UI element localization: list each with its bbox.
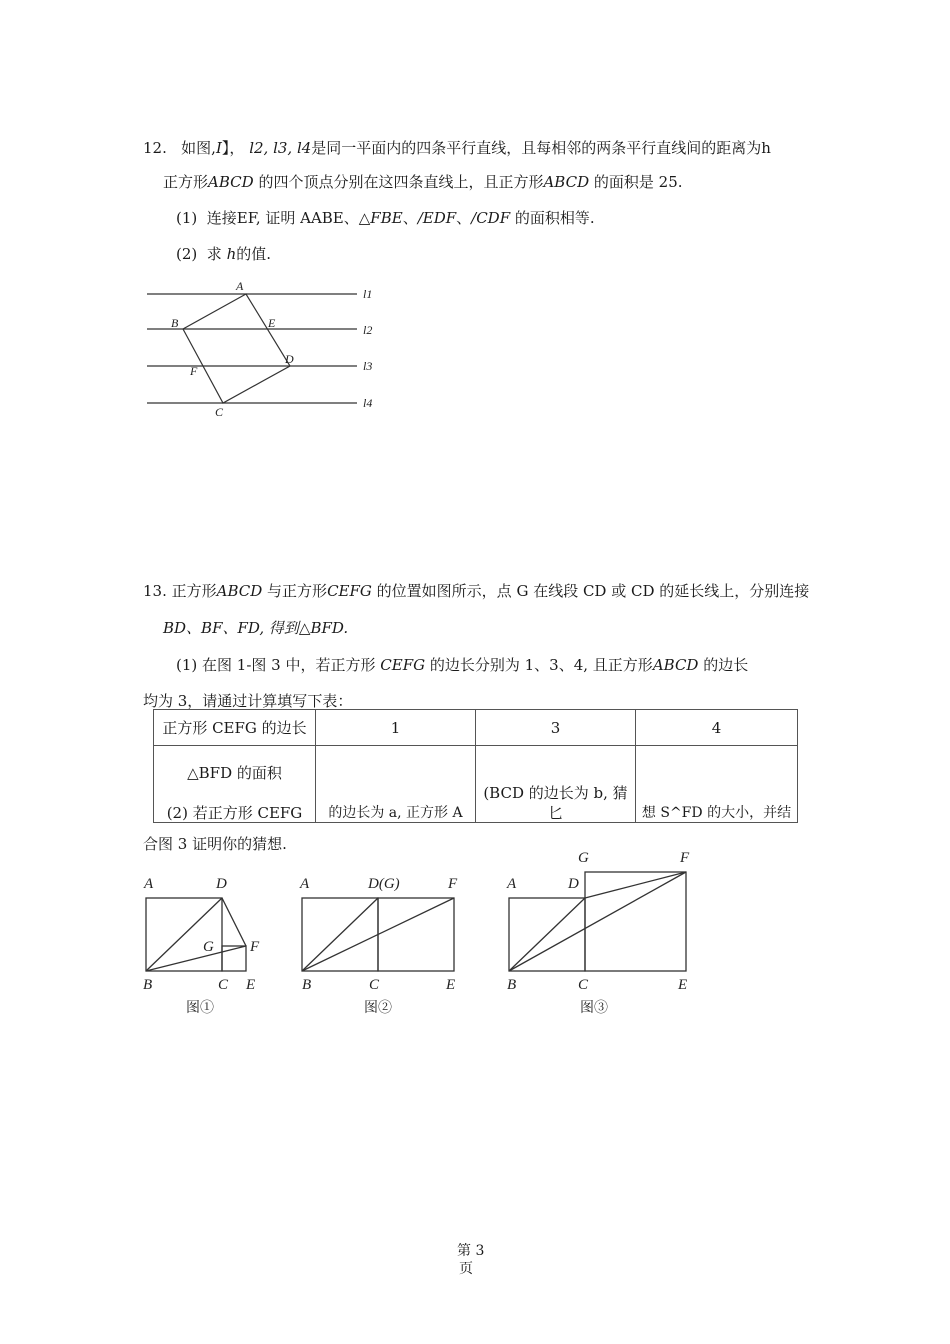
overlap-text-c1: (BCD 的边长为 b, 猜 — [483, 784, 628, 802]
page-number-suffix: 页 — [459, 1261, 473, 1277]
q12-number: 12. — [143, 139, 167, 157]
fig1-caption: 图① — [186, 1001, 214, 1016]
q12-line2: 正方形ABCD 的四个顶点分别在这四条直线上，且正方形ABCD 的面积是 25. — [163, 173, 683, 191]
table-row-label: △BFD 的面积 — [187, 764, 282, 782]
table-cell: 3 — [476, 710, 636, 746]
q12-part1: (1) 连接EF, 证明 AABE、△FBE、/EDF、/CDF 的面积相等. — [176, 209, 595, 227]
label-c: C — [215, 405, 224, 419]
overlap-text-b: 的边长为 a, 正方形 A — [328, 805, 463, 821]
fig1-label-d: D — [216, 876, 227, 892]
table-row — [154, 710, 798, 746]
overlap-text-c2: 匕 — [547, 804, 563, 822]
fig2-label-b: B — [302, 977, 312, 993]
fig2-label-f: F — [448, 876, 458, 892]
fig2-label-dg: D(G) — [368, 876, 400, 892]
fig3-label-e: E — [678, 977, 688, 993]
label-f: F — [190, 364, 198, 378]
fig3-caption: 图③ — [580, 1001, 608, 1016]
fig3-label-c: C — [578, 977, 589, 993]
fig3-label-d: D — [568, 876, 579, 892]
fig3-label-f: F — [680, 850, 690, 866]
q12-figure — [0, 0, 950, 430]
fig3-label-g: G — [578, 850, 589, 866]
q13-figures — [0, 840, 950, 1030]
overlap-text-d: 想 S^FD 的大小，并结 — [641, 805, 792, 821]
label-l3: l3 — [363, 359, 373, 373]
fig3-label-a: A — [507, 876, 517, 892]
overlap-text-a: (2) 若正方形 CEFG — [166, 804, 303, 822]
label-d: D — [285, 352, 294, 366]
fig1-label-a: A — [144, 876, 154, 892]
table-cell: 1 — [316, 710, 476, 746]
label-e: E — [268, 316, 276, 330]
answer-cell-1[interactable] — [316, 746, 476, 823]
q13-line1: 13. 正方形ABCD 与正方形CEFG 的位置如图所示，点 G 在线段 CD 或 CD 的延长线上，分别连接 — [143, 582, 810, 600]
q12-line1: 12. 如图,I】， l2, l3, l4是同一平面内的四条平行直线，且每相邻的两条平行直线间的距离为h — [143, 139, 771, 157]
label-l4: l4 — [363, 396, 373, 410]
fig3-label-b: B — [507, 977, 517, 993]
table-header-label: 正方形 CEFG 的边长 — [154, 710, 316, 746]
fig2-label-a: A — [300, 876, 310, 892]
answer-cell-3[interactable] — [476, 746, 636, 823]
fig1-label-e: E — [246, 977, 256, 993]
fig1-label-g: G — [203, 939, 214, 955]
fig3 — [509, 872, 686, 971]
table-row — [154, 746, 798, 823]
q13-part1-line2: 均为 3，请通过计算填写下表： — [143, 692, 353, 710]
q13-line2: BD、BF、FD, 得到△BFD. — [163, 619, 349, 637]
fig1 — [146, 898, 246, 971]
fig1-label-b: B — [143, 977, 153, 993]
table-cell: 4 — [636, 710, 798, 746]
label-l2: l2 — [363, 323, 373, 337]
fig1-label-c: C — [218, 977, 229, 993]
q13-part1: (1) 在图 1-图 3 中，若正方形 CEFG 的边长分别为 1、3、4, 且正方形ABCD 的边长 — [176, 656, 749, 674]
q12-part2: (2) 求 h的值. — [176, 245, 272, 263]
label-b: B — [171, 316, 179, 330]
answer-cell-4[interactable] — [636, 746, 798, 823]
fig2 — [302, 898, 454, 971]
fig2-label-e: E — [446, 977, 456, 993]
q13-part2-line2: 合图 3 证明你的猜想. — [143, 835, 287, 853]
fig2-caption: 图② — [364, 1001, 392, 1016]
table-row-label-cell — [154, 746, 316, 823]
page-number: 第 3 — [457, 1243, 485, 1259]
square-abcd — [183, 294, 290, 403]
answer-table — [153, 709, 798, 823]
fig1-label-f: F — [250, 939, 260, 955]
label-l1: l1 — [363, 287, 373, 301]
label-a: A — [236, 279, 244, 293]
fig2-label-c: C — [369, 977, 380, 993]
